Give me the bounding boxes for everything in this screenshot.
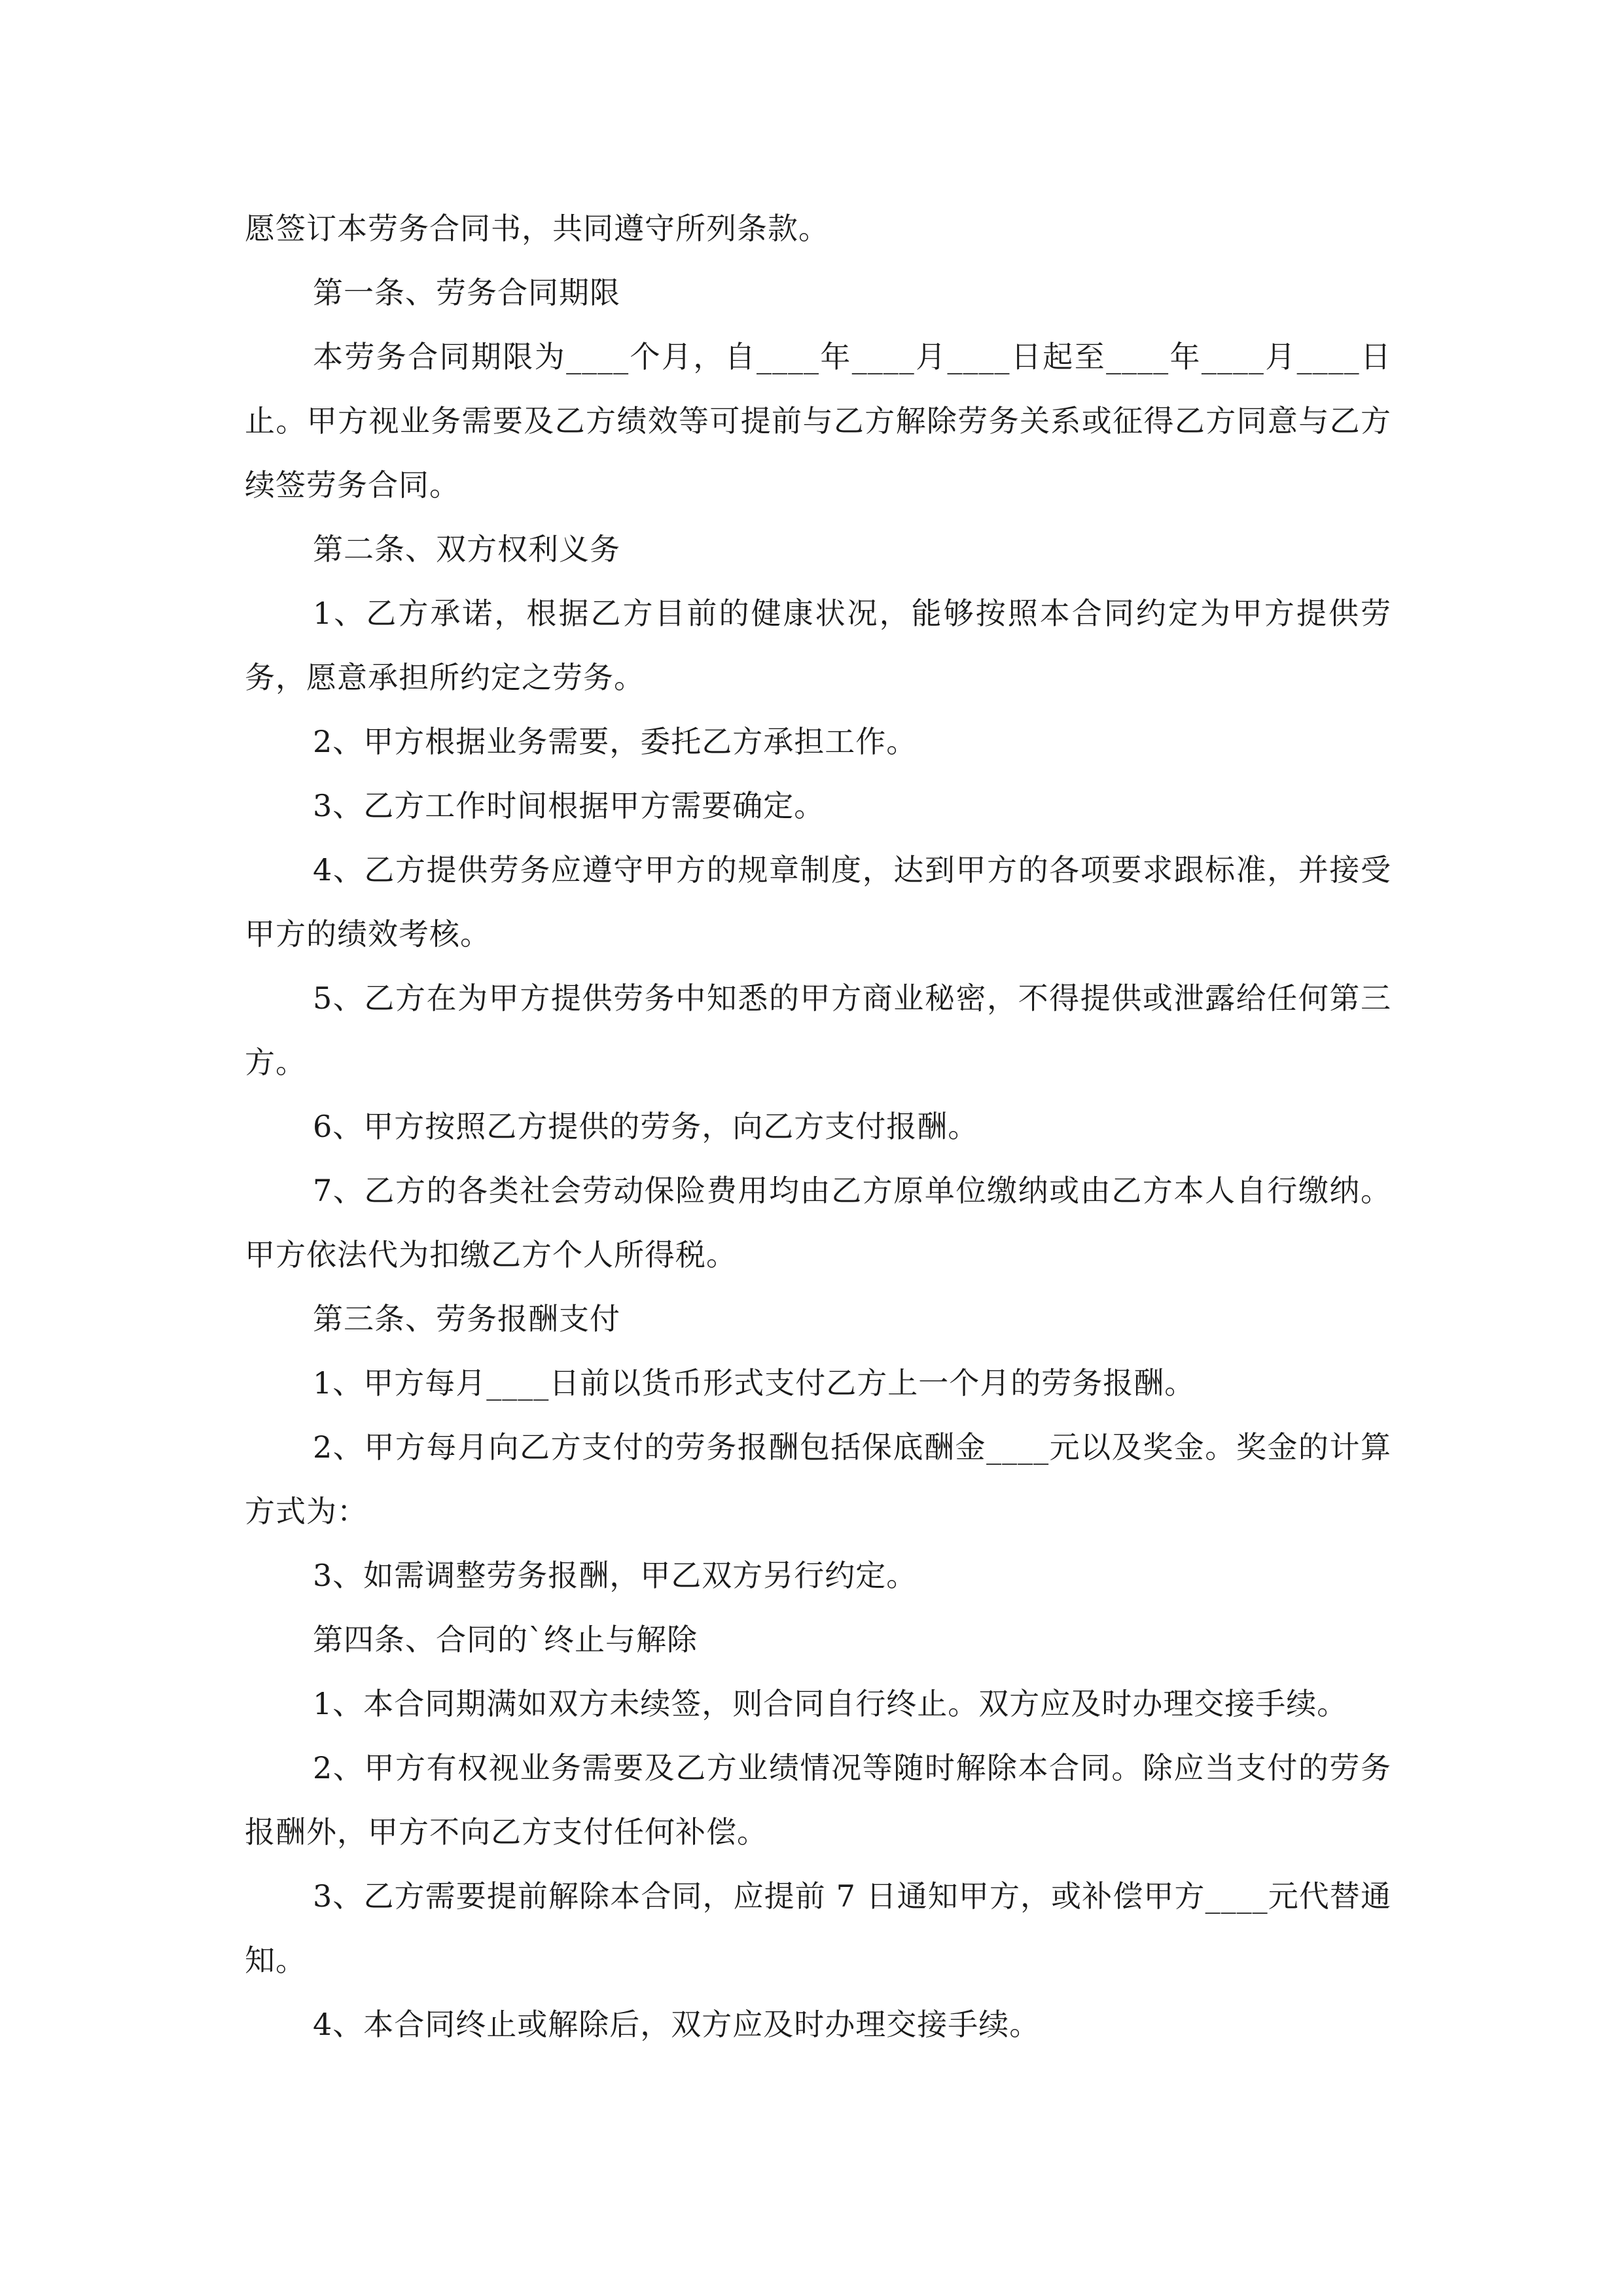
article-3-item-1: 1、甲方每月____日前以货币形式支付乙方上一个月的劳务报酬。 xyxy=(313,1365,1196,1401)
article-2-item-6: 6、甲方按照乙方提供的劳务，向乙方支付报酬。 xyxy=(313,1109,979,1144)
article-2-heading: 第二条、双方权利义务 xyxy=(313,531,620,567)
article-2-item-4: 4、乙方提供劳务应遵守甲方的规章制度，达到甲方的各项要求跟标准，并接受甲方的绩效考核。 xyxy=(245,852,1391,952)
article-4-item-2: 2、甲方有权视业务需要及乙方业绩情况等随时解除本合同。除应当支付的劳务报酬外，甲方不向乙方支付任何补偿。 xyxy=(245,1750,1391,1850)
article-2-item-2: 2、甲方根据业务需要，委托乙方承担工作。 xyxy=(313,724,918,759)
article-2-item-5: 5、乙方在为甲方提供劳务中知悉的甲方商业秘密，不得提供或泄露给任何第三方。 xyxy=(245,980,1391,1080)
article-4-item-1: 1、本合同期满如双方未续签，则合同自行终止。双方应及时办理交接手续。 xyxy=(313,1686,1348,1721)
article-4-item-3: 3、乙方需要提前解除本合同，应提前 7 日通知甲方，或补偿甲方____元代替通知。 xyxy=(245,1878,1391,1978)
article-3-heading: 第三条、劳务报酬支付 xyxy=(313,1301,620,1336)
article-1-heading: 第一条、劳务合同期限 xyxy=(313,275,620,310)
article-2-item-7: 7、乙方的各类社会劳动保险费用均由乙方原单位缴纳或由乙方本人自行缴纳。甲方依法代为扣缴乙方个人所得税。 xyxy=(245,1173,1391,1272)
article-3-item-2: 2、甲方每月向乙方支付的劳务报酬包括保底酬金____元以及奖金。奖金的计算方式为： xyxy=(245,1429,1391,1529)
article-4-heading: 第四条、合同的`终止与解除 xyxy=(313,1622,698,1657)
paragraph-intro-continuation: 愿签订本劳务合同书，共同遵守所列条款。 xyxy=(245,211,829,246)
article-2-item-3: 3、乙方工作时间根据甲方需要确定。 xyxy=(313,788,825,823)
article-1-term-clause: 本劳务合同期限为____个月，自____年____月____日起至____年____月____日止。甲方视业务需要及乙方绩效等可提前与乙方解除劳务关系或征得乙方同意与乙方续签劳务合同。 xyxy=(245,339,1392,503)
article-3-item-3: 3、如需调整劳务报酬，甲乙双方另行约定。 xyxy=(313,1558,918,1593)
article-2-item-1: 1、乙方承诺，根据乙方目前的健康状况，能够按照本合同约定为甲方提供劳务，愿意承担所约定之劳务。 xyxy=(245,596,1391,695)
contract-body xyxy=(245,196,1391,2056)
article-4-item-4: 4、本合同终止或解除后，双方应及时办理交接手续。 xyxy=(313,2007,1041,2042)
